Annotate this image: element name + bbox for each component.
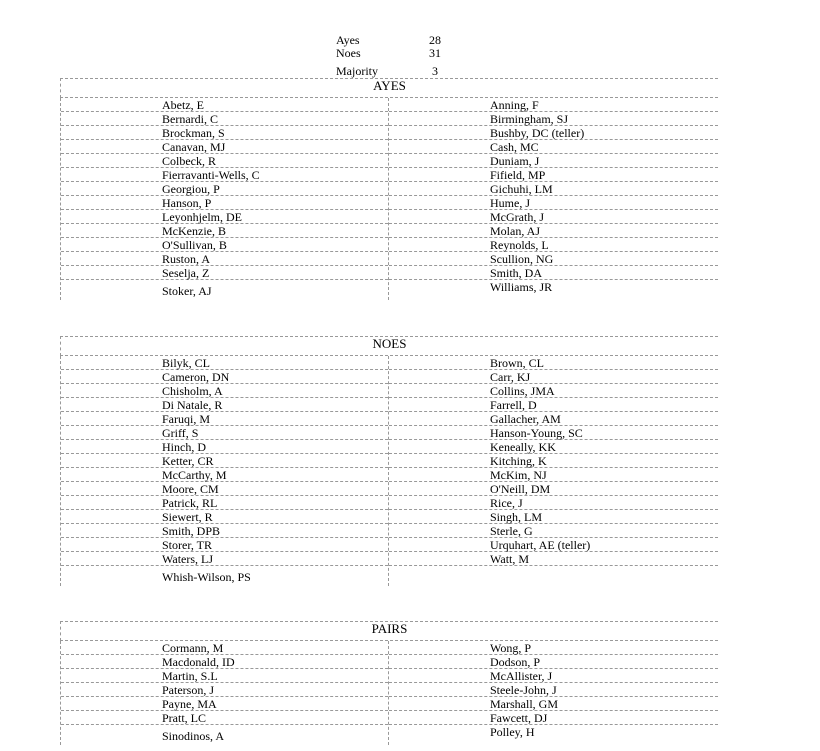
senator-name: Gallacher, AM — [389, 412, 718, 426]
senator-name: Collins, JMA — [389, 384, 718, 398]
senator-name: Paterson, J — [61, 683, 388, 697]
senator-name: Storer, TR — [61, 538, 388, 552]
section-title: AYES — [60, 78, 718, 98]
senator-name: Stoker, AJ — [162, 284, 212, 298]
senator-name: Abetz, E — [61, 98, 388, 112]
senator-name: Leyonhjelm, DE — [61, 210, 388, 224]
senator-name: Cash, MC — [389, 140, 718, 154]
majority-value: 3 — [432, 64, 438, 78]
senator-name: Smith, DA — [389, 266, 718, 280]
senator-name: Smith, DPB — [61, 524, 388, 538]
senator-name: Macdonald, ID — [61, 655, 388, 669]
senator-name: Hume, J — [389, 196, 718, 210]
senator-name: Keneally, KK — [389, 440, 718, 454]
senator-name: Rice, J — [389, 496, 718, 510]
senator-name: McAllister, J — [389, 669, 718, 683]
senator-name: Urquhart, AE (teller) — [389, 538, 718, 552]
senator-name: Watt, M — [389, 552, 718, 566]
senator-name: Polley, H — [490, 725, 535, 739]
senator-name: Kitching, K — [389, 454, 718, 468]
senator-name: Patrick, RL — [61, 496, 388, 510]
noes-section — [60, 336, 718, 586]
noes-count-row — [336, 47, 446, 60]
senator-name: Dodson, P — [389, 655, 718, 669]
section-title: NOES — [60, 336, 718, 356]
senator-name: Steele-John, J — [389, 683, 718, 697]
senator-name: Birmingham, SJ — [389, 112, 718, 126]
senator-name: Bernardi, C — [61, 112, 388, 126]
senator-name: Faruqi, M — [61, 412, 388, 426]
section-title: PAIRS — [60, 621, 718, 641]
senator-name: Martin, S.L — [61, 669, 388, 683]
vote-summary — [336, 34, 446, 78]
senator-name: O'Sullivan, B — [61, 238, 388, 252]
section-rows — [60, 98, 718, 300]
senator-name: Sterle, G — [389, 524, 718, 538]
senator-name: Ketter, CR — [61, 454, 388, 468]
pairs-section — [60, 621, 718, 745]
senator-name: Molan, AJ — [389, 224, 718, 238]
noes-value: 31 — [429, 46, 441, 60]
senator-name: Hanson, P — [61, 196, 388, 210]
senator-name: Siewert, R — [61, 510, 388, 524]
majority-label: Majority — [336, 64, 378, 78]
senator-name: Fierravanti-Wells, C — [61, 168, 388, 182]
senator-name: Bushby, DC (teller) — [389, 126, 718, 140]
senator-name: Colbeck, R — [61, 154, 388, 168]
senator-name: Williams, JR — [490, 280, 553, 294]
left-column — [60, 356, 389, 586]
section-rows — [60, 356, 718, 586]
majority-row — [336, 65, 446, 78]
senator-name: Cameron, DN — [61, 370, 388, 384]
left-column — [60, 641, 389, 745]
noes-label: Noes — [336, 46, 361, 60]
senator-name: Hanson-Young, SC — [389, 426, 718, 440]
senator-name: Scullion, NG — [389, 252, 718, 266]
senator-name: Brockman, S — [61, 126, 388, 140]
right-column — [389, 98, 718, 300]
senator-name: Sinodinos, A — [162, 729, 225, 743]
senator-name: Brown, CL — [389, 356, 718, 370]
senator-name: Fifield, MP — [389, 168, 718, 182]
senator-name: Di Natale, R — [61, 398, 388, 412]
senator-name: Reynolds, L — [389, 238, 718, 252]
senator-name — [389, 566, 718, 586]
senator-name: Bilyk, CL — [61, 356, 388, 370]
left-column — [60, 98, 389, 300]
senator-name: Singh, LM — [389, 510, 718, 524]
right-column — [389, 641, 718, 745]
senator-name: Carr, KJ — [389, 370, 718, 384]
ayes-value: 28 — [429, 33, 441, 47]
senator-name: Farrell, D — [389, 398, 718, 412]
senator-name: Griff, S — [61, 426, 388, 440]
senator-name: Seselja, Z — [61, 266, 388, 280]
section-rows — [60, 641, 718, 745]
ayes-label: Ayes — [336, 33, 360, 47]
senator-name: Payne, MA — [61, 697, 388, 711]
senator-name: Waters, LJ — [61, 552, 388, 566]
senator-name: Wong, P — [389, 641, 718, 655]
senator-name: Moore, CM — [61, 482, 388, 496]
senator-name: McKim, NJ — [389, 468, 718, 482]
right-column — [389, 356, 718, 586]
senator-name: Canavan, MJ — [61, 140, 388, 154]
senator-name: Georgiou, P — [61, 182, 388, 196]
senator-name: Whish-Wilson, PS — [162, 570, 251, 584]
senator-name: Hinch, D — [61, 440, 388, 454]
senator-name: Duniam, J — [389, 154, 718, 168]
ayes-section — [60, 78, 718, 300]
senator-name: Pratt, LC — [61, 711, 388, 725]
senator-name: Ruston, A — [61, 252, 388, 266]
senator-name: Marshall, GM — [389, 697, 718, 711]
senator-name: Anning, F — [389, 98, 718, 112]
senator-name: Fawcett, DJ — [389, 711, 718, 725]
senator-name: Cormann, M — [61, 641, 388, 655]
senator-name: Chisholm, A — [61, 384, 388, 398]
senator-name: O'Neill, DM — [389, 482, 718, 496]
senator-name: McGrath, J — [389, 210, 718, 224]
senator-name: McCarthy, M — [61, 468, 388, 482]
senator-name: Gichuhi, LM — [389, 182, 718, 196]
senator-name: McKenzie, B — [61, 224, 388, 238]
